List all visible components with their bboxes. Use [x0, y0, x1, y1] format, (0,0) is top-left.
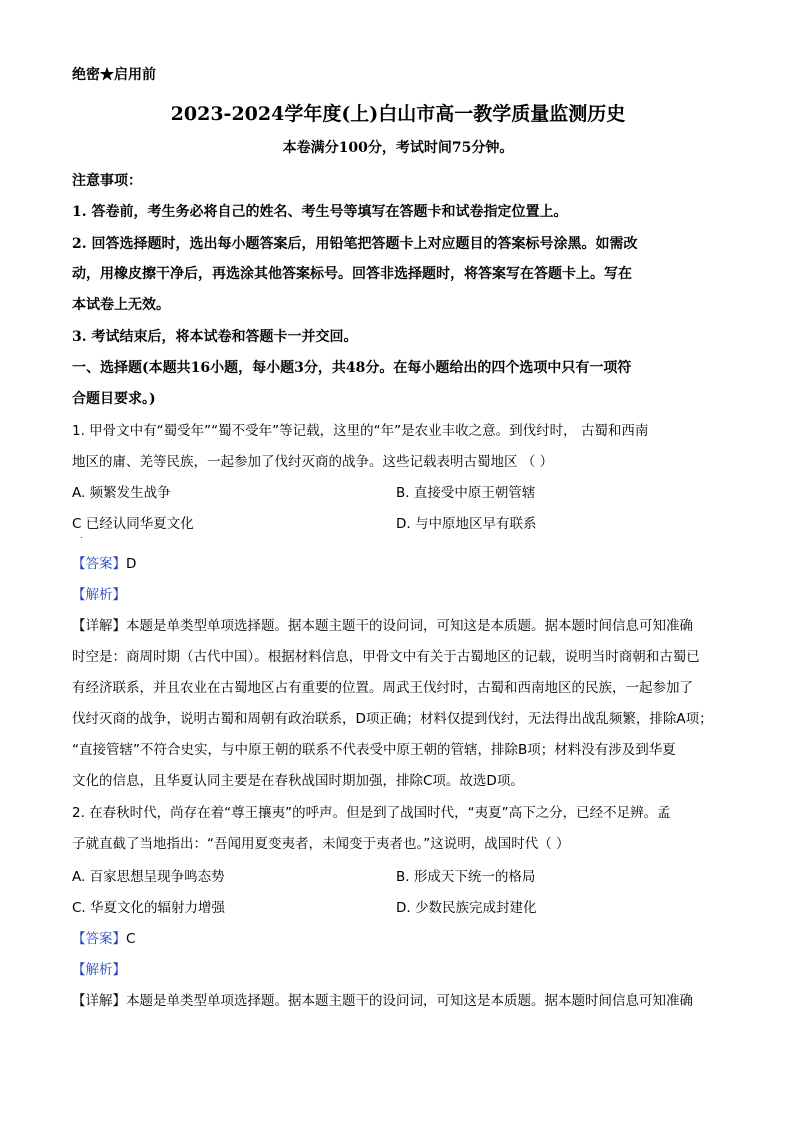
notice-item-2-line-1: 2. 回答选择题时，选出每小题答案后，用铅笔把答题卡上对应题目的答案标号涂黑。如需改 — [72, 236, 638, 252]
q1-option-c: C 已经认同华夏文化 — [72, 516, 194, 532]
q1-detail-line-1: 【详解】本题是单类型单项选择题。据本题主题干的设问词，可知这是本质题。据本题时间信息可知准确 — [72, 618, 693, 634]
page-title: 2023-2024学年度(上)白山市高一教学质量监测历史 — [170, 103, 626, 125]
q1-detail-line-4: 伐纣灭商的战争，说明古蜀和周朝有政治联系，D项正确；材料仅提到伐纣，无法得出战乱频繁，排除A项； — [72, 711, 713, 727]
q2-stem-line-1: 2. 在春秋时代，尚存在着“尊王攘夷”的呼声。但是到了战国时代，“夷夏”高下之分，已经不足辨。孟 — [72, 805, 671, 821]
notice-item-2-line-3: 本试卷上无效。 — [72, 297, 170, 313]
q1-detail-line-2: 时空是：商周时期（古代中国）。根据材料信息，甲骨文中有关于古蜀地区的记载，说明当时商朝和古蜀已 — [72, 649, 700, 665]
q1-analysis-label: 【解析】 — [72, 587, 126, 603]
q1-option-b: B. 直接受中原王朝管辖 — [396, 485, 536, 501]
q1-answer — [72, 553, 136, 575]
q2-option-d: D. 少数民族完成封建化 — [396, 900, 537, 916]
q1-detail-line-6: 文化的信息，且华夏认同主要是在春秋战国时期加强，排除C项。故选D项。 — [72, 773, 524, 789]
q1-option-d: D. 与中原地区早有联系 — [396, 516, 537, 532]
q2-detail-line-1: 【详解】本题是单类型单项选择题。据本题主题干的设问词，可知这是本质题。据本题时间信息可知准确 — [72, 993, 693, 1009]
notice-item-2-line-2: 动，用橡皮擦干净后，再选涂其他答案标号。回答非选择题时，将答案写在答题卡上。写在 — [72, 266, 632, 282]
section-heading-line-1: 一、选择题(本题共16小题，每小题3分，共48分。在每小题给出的四个选项中只有一项符 — [72, 360, 632, 376]
q2-stem-line-2: 子就直截了当地指出：“吾闻用夏变夷者，未闻变于夷者也。”这说明，战国时代（ ） — [72, 836, 570, 852]
answer-value: C — [126, 931, 136, 947]
q2-option-c: C. 华夏文化的辐射力增强 — [72, 900, 226, 916]
notice-heading: 注意事项： — [72, 173, 142, 189]
q1-stem-line-2: 地区的庸、羌等民族，一起参加了伐纣灭商的战争。这些记载表明古蜀地区 （ ） — [72, 454, 554, 470]
answer-value: D — [126, 556, 137, 572]
q2-option-b: B. 形成天下统一的格局 — [396, 869, 536, 885]
answer-label: 【答案】 — [72, 556, 126, 572]
q1-option-c-mark: . — [80, 531, 83, 540]
q2-option-a: A. 百家思想呈现争鸣态势 — [72, 869, 225, 885]
notice-item-3: 3. 考试结束后，将本试卷和答题卡一并交回。 — [72, 329, 358, 345]
page-subtitle: 本卷满分100分，考试时间75分钟。 — [282, 140, 514, 156]
answer-label: 【答案】 — [72, 931, 126, 947]
q1-stem-line-1: 1. 甲骨文中有“蜀受年”“蜀不受年”等记载，这里的“年”是农业丰收之意。到伐纣时， 古蜀和西南 — [72, 423, 649, 439]
notice-item-1: 1. 答卷前，考生务必将自己的姓名、考生号等填写在答题卡和试卷指定位置上。 — [72, 204, 568, 220]
section-heading-line-2: 合题目要求。) — [72, 391, 156, 407]
q1-detail-line-3: 有经济联系，并且农业在古蜀地区占有重要的位置。周武王伐纣时，古蜀和西南地区的民族，一起参加了 — [72, 680, 693, 696]
q2-answer — [72, 928, 135, 950]
secret-label: 绝密★启用前 — [72, 67, 156, 83]
q1-detail-line-5: “直接管辖”不符合史实，与中原王朝的联系不代表受中原王朝的管辖，排除B项；材料没有涉及到华夏 — [72, 742, 676, 758]
q2-analysis-label: 【解析】 — [72, 962, 126, 978]
q1-option-a: A. 频繁发生战争 — [72, 485, 171, 501]
